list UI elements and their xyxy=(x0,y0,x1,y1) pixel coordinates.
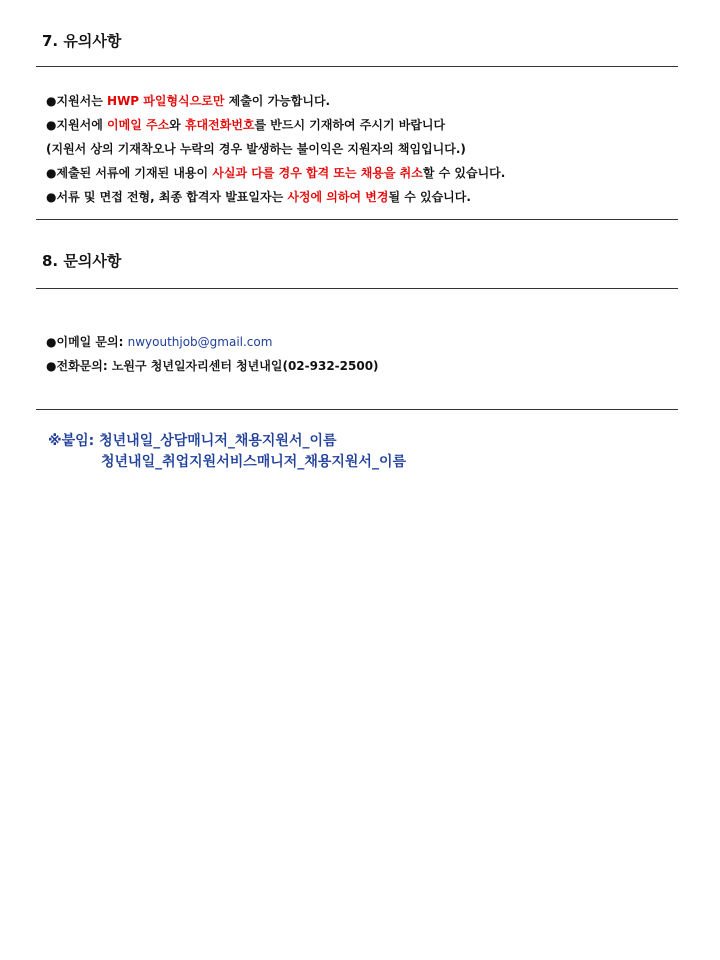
divider xyxy=(36,409,678,410)
section-7-title: 7. 유의사항 xyxy=(42,32,122,50)
notice-line-4: ●제출된 서류에 기재된 내용이 사실과 다를 경우 합격 또는 채용을 취소할 수 있습니다. xyxy=(46,166,506,180)
email-link[interactable]: nwyouthjob@gmail.com xyxy=(127,335,273,349)
attachment-line-2: 청년내일_취업지원서비스매니저_채용지원서_이름 xyxy=(101,454,407,470)
notice-line-2: ●지원서에 이메일 주소와 휴대전화번호를 반드시 기재하여 주시기 바랍니다 xyxy=(46,118,446,132)
contact-phone-line: ●전화문의: 노원구 청년일자리센터 청년내일(02-932-2500) xyxy=(46,359,379,373)
notice-line-3: (지원서 상의 기재착오나 누락의 경우 발생하는 불이익은 지원자의 책임입니다.) xyxy=(46,142,466,156)
notice-line-5: ●서류 및 면접 전형, 최종 합격자 발표일자는 사정에 의하여 변경될 수 있습니다. xyxy=(46,190,471,204)
attachment-line-1: ※붙임: 청년내일_상담매니저_채용지원서_이름 xyxy=(48,433,337,449)
contact-email-line: ●이메일 문의: nwyouthjob@gmail.com xyxy=(46,335,273,349)
divider xyxy=(36,288,678,289)
divider xyxy=(36,219,678,220)
divider xyxy=(36,66,678,67)
section-8-title: 8. 문의사항 xyxy=(42,252,122,270)
notice-line-1: ●지원서는 HWP 파일형식으로만 제출이 가능합니다. xyxy=(46,94,331,108)
